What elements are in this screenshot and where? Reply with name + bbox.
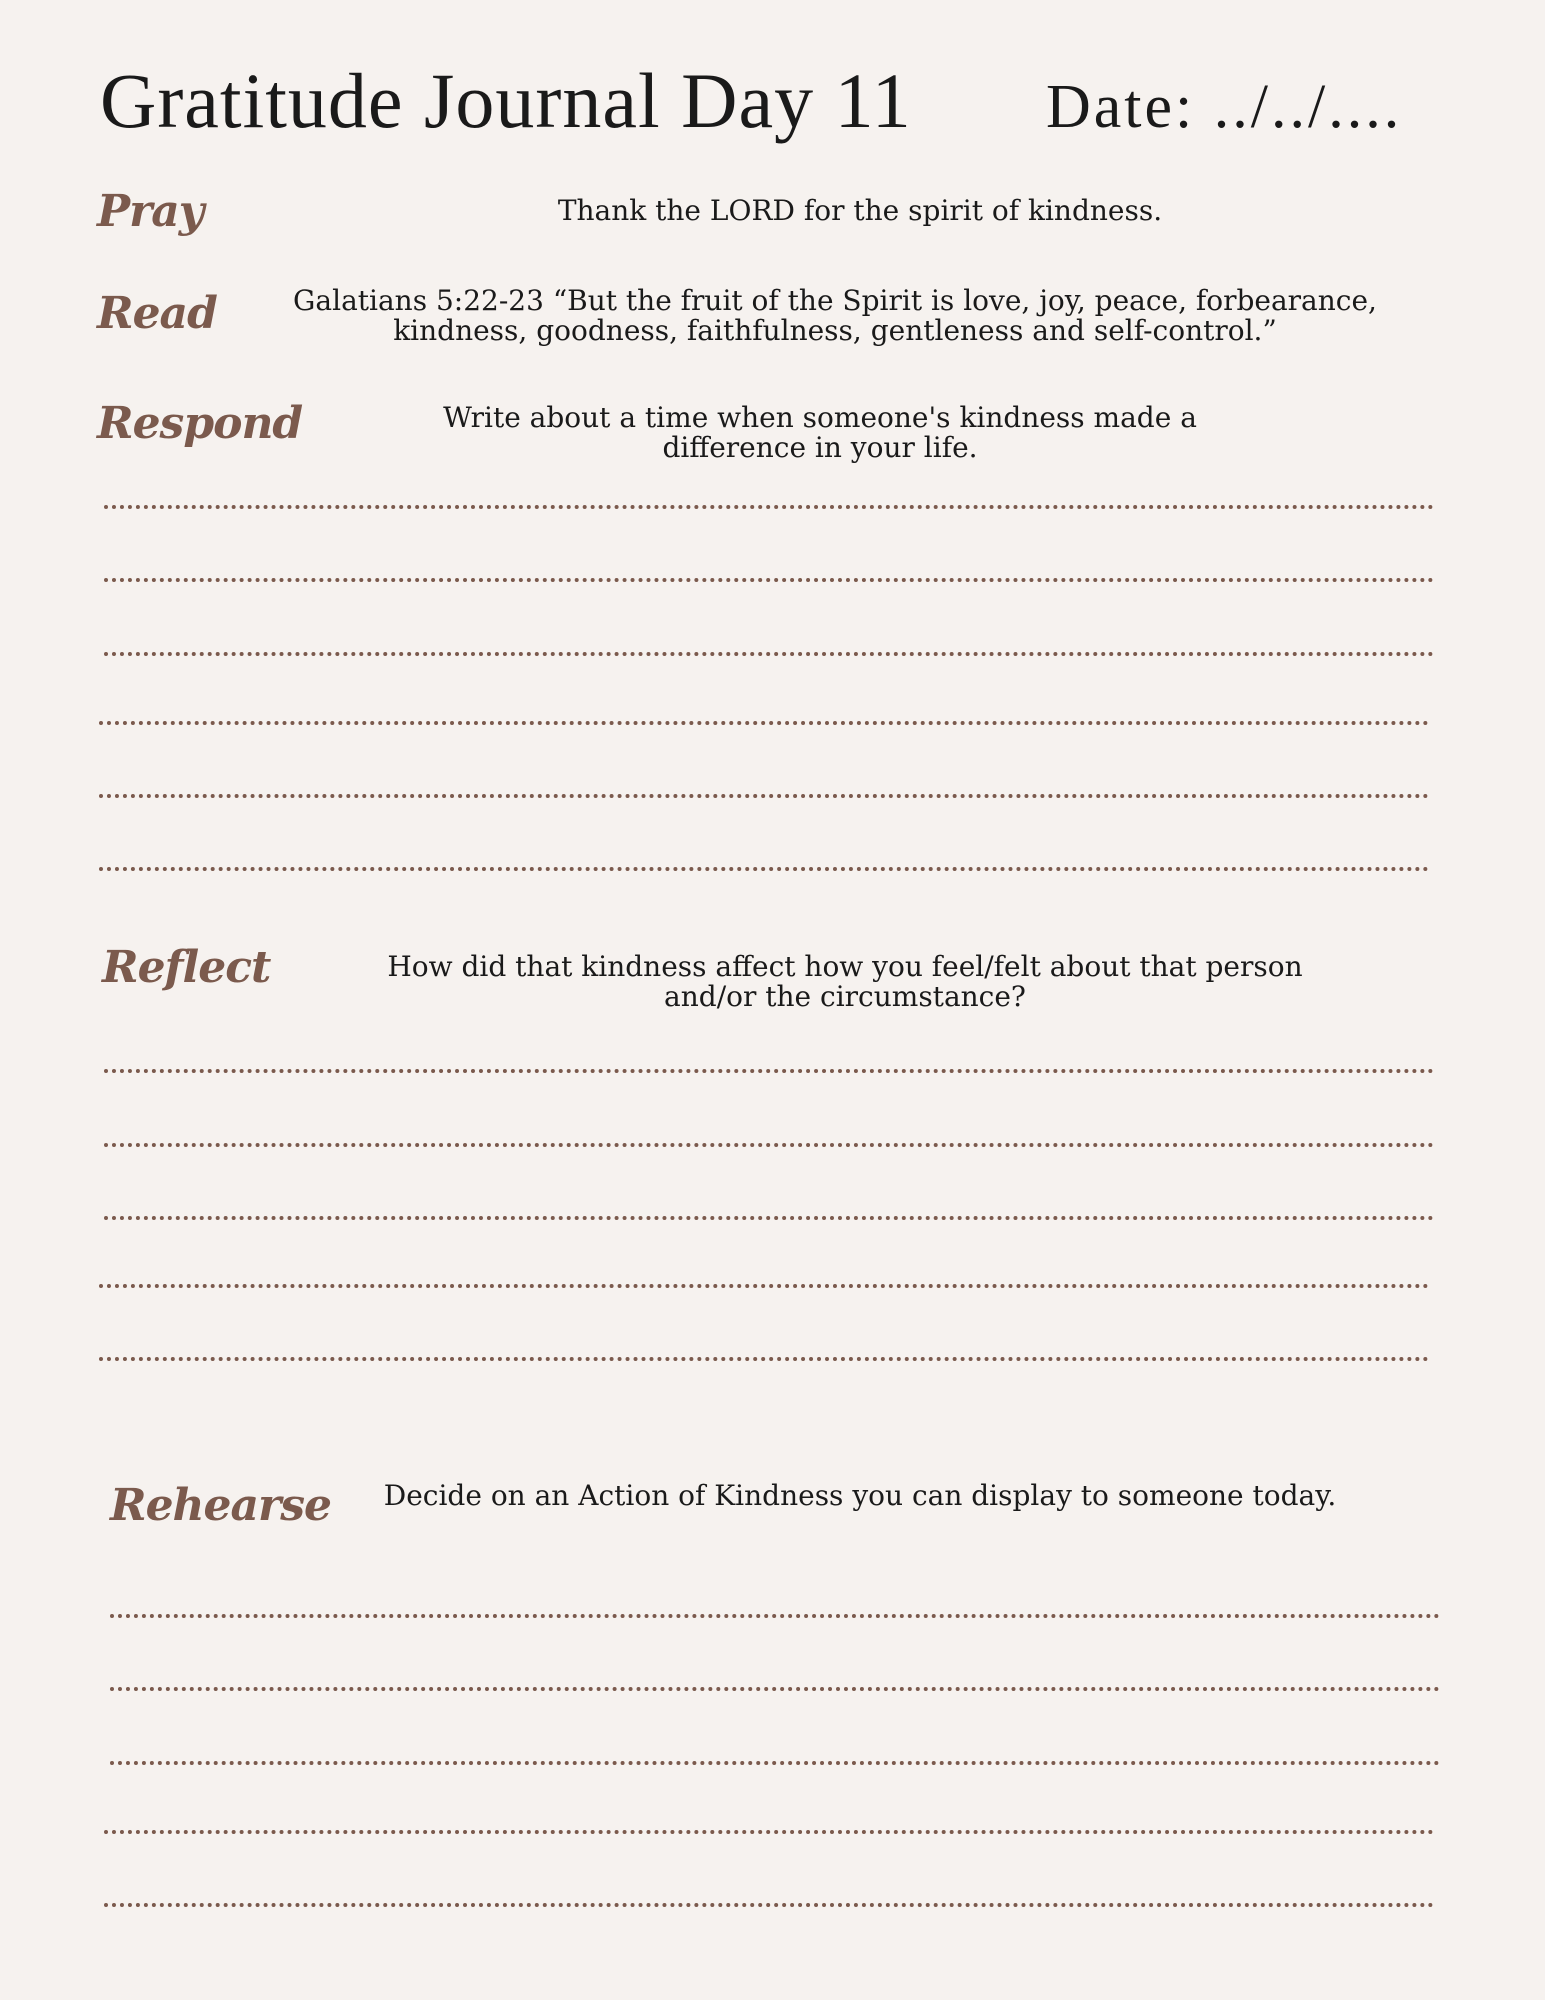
read-prompt-line-2: kindness, goodness, faithfulness, gentleness and self-control.” [393,314,1277,347]
respond-prompt [380,403,1260,463]
rehearse-prompt: Decide on an Action of Kindness you can display to someone today. [383,1479,1337,1512]
respond-writing-line-6[interactable] [99,867,1429,871]
reflect-writing-line-2[interactable] [104,1143,1434,1147]
respond-label: Respond [97,398,303,449]
respond-writing-line-1[interactable] [104,505,1434,509]
reflect-prompt-line-2: and/or the circumstance? [664,980,1026,1013]
respond-writing-line-3[interactable] [104,652,1434,656]
date-field[interactable]: Date: ../../.... [1046,73,1403,141]
rehearse-writing-line-1[interactable] [110,1614,1440,1618]
respond-writing-line-2[interactable] [104,578,1434,582]
rehearse-writing-line-4[interactable] [104,1830,1434,1834]
read-label: Read [97,288,217,339]
reflect-writing-line-4[interactable] [99,1284,1429,1288]
reflect-prompt [320,952,1370,1012]
rehearse-label: Rehearse [110,1480,332,1531]
rehearse-writing-line-5[interactable] [104,1903,1434,1907]
reflect-prompt-line-1: How did that kindness affect how you feel/felt about that person [387,950,1303,983]
reflect-writing-line-3[interactable] [104,1216,1434,1220]
page-title: Gratitude Journal Day 11 [100,57,912,144]
respond-writing-line-4[interactable] [99,721,1429,725]
respond-prompt-line-1: Write about a time when someone's kindness made a [443,401,1197,434]
respond-writing-line-5[interactable] [99,794,1429,798]
read-prompt-line-1: Galatians 5:22-23 “But the fruit of the Spirit is love, joy, peace, forbearance, [293,284,1377,317]
read-prompt [260,286,1410,346]
respond-prompt-line-2: difference in your life. [662,431,978,464]
reflect-label: Reflect [102,942,271,993]
reflect-writing-line-5[interactable] [99,1357,1429,1361]
rehearse-writing-line-3[interactable] [110,1761,1440,1765]
pray-label: Pray [97,186,204,237]
pray-prompt: Thank the LORD for the spirit of kindness. [557,194,1163,227]
rehearse-writing-line-2[interactable] [110,1687,1440,1691]
reflect-writing-line-1[interactable] [104,1069,1434,1073]
